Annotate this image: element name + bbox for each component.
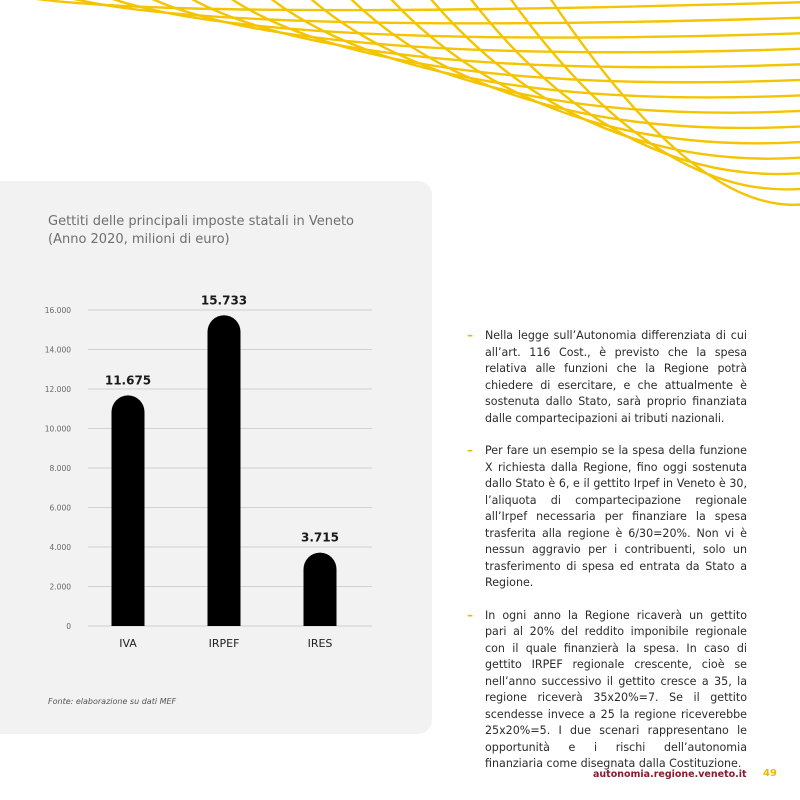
bar-chart [0,280,432,660]
y-tick-label: 14.000 [44,345,71,355]
y-tick-label: 10.000 [44,424,71,434]
y-tick-label: 8.000 [49,464,71,473]
x-category-label: IRPEF [208,637,240,650]
bullet-marker: – [467,607,473,622]
x-category-label: IRES [307,637,333,650]
y-tick-label: 0 [66,622,71,631]
footer-url[interactable]: autonomia.regione.veneto.it [593,769,747,780]
chart-title [48,213,408,249]
data-label: 3.715 [301,530,339,545]
bullet-item [467,608,747,773]
data-label: 15.733 [200,293,248,308]
bullet-marker: – [467,328,473,342]
decorative-curve [510,0,800,189]
bullet-item [467,328,747,427]
x-category-label: IVA [119,637,137,650]
bullet-text: In ogni anno la Regione ricaverà un gettito pari al 20% del reddito imponibile regionale con il quale finanzierà la spesa. In caso di gettito IRPEF regionale crescente, cioè se nell’anno successivo il gettito cresce a 35, la regione riceverà 35x20%=7. Se il gettito scendesse invece a 25 la regione riceverebbe 25x20%=5. I due scenari rappresentano le opportunità e i rischi dell’autonomia finanziaria come disegnata dalla Costituzione. [485,608,747,770]
chart-title-main: Gettiti delle principali imposte statali in Veneto [48,214,354,229]
y-tick-label: 4.000 [49,543,71,552]
bar-irpef [208,315,241,626]
bullet-list [467,328,747,789]
bullet-item [467,443,747,592]
bar-iva [112,395,145,626]
y-tick-label: 16.000 [44,306,71,315]
y-tick-label: 12.000 [44,385,71,394]
bullet-text: Nella legge sull’Autonomia differenziata di cui all’art. 116 Cost., è previsto che la spesa relativa alle funzioni che la Regione potrà chiedere di esercitare, e che attualmente è sostenuta dallo Stato, sarà proprio finanziata dalle compartecipazioni ai tributi nazionali. [485,329,747,425]
y-tick-label: 6.000 [49,503,71,513]
page-number: 49 [763,768,777,779]
data-label: 11.675 [104,373,152,388]
bullet-marker: – [467,443,473,457]
bullet-text: Per fare un esempio se la spesa della funzione X richiesta dalla Regione, fino oggi sostenuta dallo Stato è 6, e il gettito Irpef in Veneto è 30, l’aliquota di compartecipazione regionale all’Irpef necessaria per finanziare la spesa trasferita alla regione è 6/30=20%. Non vi è nessun aggravio per i contribuenti, solo un trasferimento di spesa ed entrata da Stato a Regione. [485,444,747,589]
bar-ires [304,553,337,626]
chart-source: Fonte: elaborazione su dati MEF [48,697,177,706]
y-tick-label: 2.000 [49,582,71,592]
chart-subtitle: (Anno 2020, milioni di euro) [48,232,230,247]
